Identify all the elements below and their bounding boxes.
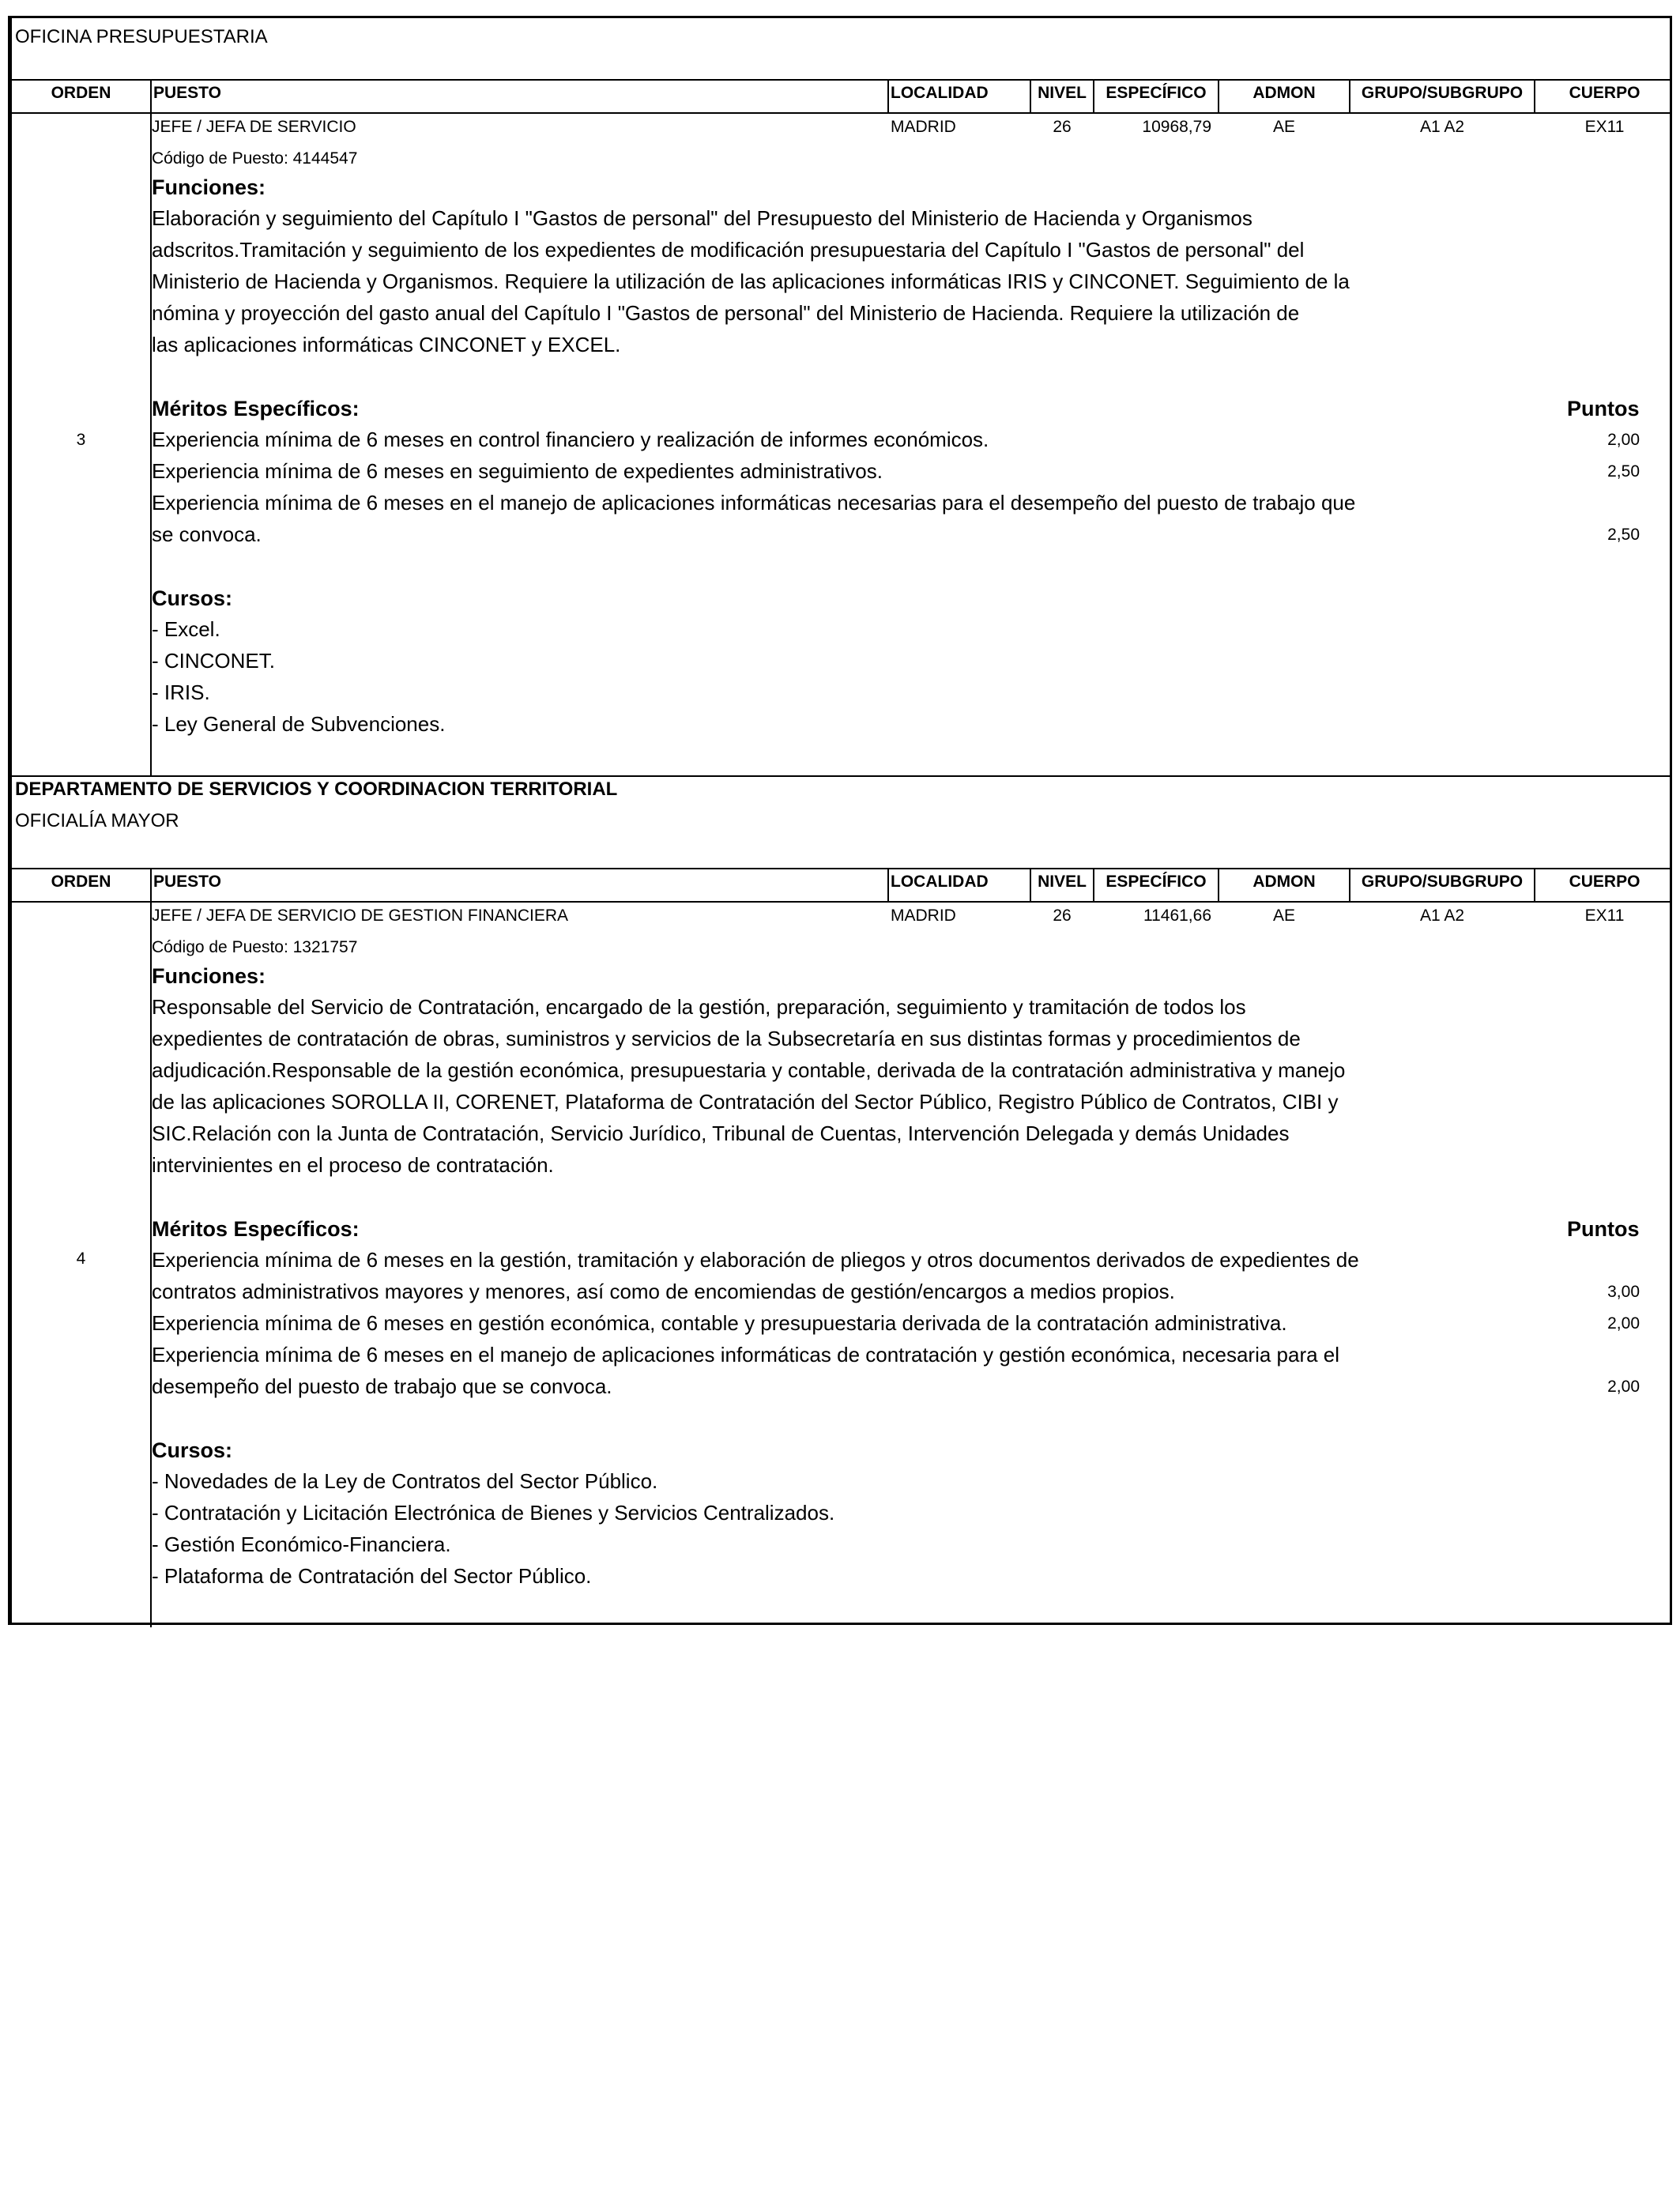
puntos-label: Puntos bbox=[1567, 397, 1640, 420]
header-col-sep bbox=[887, 868, 889, 901]
codigo-puesto: Código de Puesto: 1321757 bbox=[152, 938, 358, 956]
puntos-label: Puntos bbox=[1567, 1217, 1640, 1241]
header-col-sep bbox=[150, 79, 152, 112]
funciones-line: intervinientes en el proceso de contratación. bbox=[152, 1153, 554, 1177]
curso-item: - CINCONET. bbox=[152, 649, 275, 673]
merito-line: Experiencia mínima de 6 meses en la gestión, tramitación y elaboración de pliegos y otros documentos derivados de expedientes de bbox=[152, 1248, 1359, 1272]
header-col-sep bbox=[887, 79, 889, 112]
header-top-rule bbox=[12, 868, 1670, 869]
unit-title: OFICINA PRESUPUESTARIA bbox=[15, 26, 268, 47]
nivel-value: 26 bbox=[1053, 118, 1072, 136]
merito-puntos: 2,50 bbox=[1607, 526, 1640, 544]
header-puesto: PUESTO bbox=[153, 873, 221, 891]
funciones-line: Responsable del Servicio de Contratación, encargado de la gestión, preparación, seguimiento y tramitación de todos los bbox=[152, 995, 1246, 1019]
especifico-value: 11461,66 bbox=[1143, 907, 1211, 925]
puesto-name: JEFE / JEFA DE SERVICIO bbox=[152, 118, 356, 136]
header-especifico: ESPECÍFICO bbox=[1106, 84, 1207, 102]
curso-item: - Gestión Económico-Financiera. bbox=[152, 1532, 451, 1556]
merito-line: contratos administrativos mayores y menores, así como de encomiendas de gestión/encargos a medios propios. bbox=[152, 1280, 1175, 1303]
cursos-label: Cursos: bbox=[152, 586, 233, 610]
cursos-label: Cursos: bbox=[152, 1438, 233, 1462]
funciones-line: expedientes de contratación de obras, suministros y servicios de la Subsecretaría en sus distintas formas y procedimientos de bbox=[152, 1027, 1301, 1050]
merito-puntos: 2,00 bbox=[1607, 1314, 1640, 1333]
funciones-line: Ministerio de Hacienda y Organismos. Requiere la utilización de las aplicaciones informáticas IRIS y CINCONET. Seguimiento de la bbox=[152, 270, 1350, 293]
curso-item: - Excel. bbox=[152, 617, 220, 641]
merito-puntos: 2,50 bbox=[1607, 462, 1640, 481]
orden-value: 4 bbox=[76, 1250, 86, 1268]
header-orden: ORDEN bbox=[51, 873, 111, 891]
grupo-value: A1 A2 bbox=[1419, 118, 1465, 136]
orden-value: 3 bbox=[76, 431, 86, 449]
merito-line: Experiencia mínima de 6 meses en el manejo de aplicaciones informáticas de contratación y gestión económica, necesaria para el bbox=[152, 1343, 1340, 1367]
funciones-label: Funciones: bbox=[152, 964, 266, 988]
meritos-label: Méritos Específicos: bbox=[152, 1217, 360, 1241]
funciones-label: Funciones: bbox=[152, 175, 266, 199]
header-bottom-rule bbox=[12, 901, 1670, 903]
merito-line: Experiencia mínima de 6 meses en gestión económica, contable y presupuestaria derivada de la contratación administrativa. bbox=[152, 1311, 1287, 1335]
especifico-value: 10968,79 bbox=[1142, 118, 1211, 136]
header-cuerpo: CUERPO bbox=[1569, 873, 1640, 891]
merito-line: Experiencia mínima de 6 meses en el manejo de aplicaciones informáticas necesarias para el desempeño del puesto de trabajo que bbox=[152, 491, 1356, 515]
header-localidad: LOCALIDAD bbox=[891, 873, 989, 891]
funciones-line: Elaboración y seguimiento del Capítulo I "Gastos de personal" del Presupuesto del Ministerio de Hacienda y Organismos bbox=[152, 206, 1252, 230]
curso-item: - Ley General de Subvenciones. bbox=[152, 712, 446, 736]
funciones-line: de las aplicaciones SOROLLA II, CORENET, Plataforma de Contratación del Sector Público, Registro Público de Contratos, CIBI y bbox=[152, 1090, 1339, 1114]
section-divider bbox=[12, 775, 1670, 777]
admon-value: AE bbox=[1272, 118, 1295, 136]
header-nivel: NIVEL bbox=[1038, 873, 1087, 891]
merito-puntos: 2,00 bbox=[1607, 431, 1640, 449]
curso-item: - Contratación y Licitación Electrónica de Bienes y Servicios Centralizados. bbox=[152, 1501, 835, 1525]
header-top-rule bbox=[12, 79, 1670, 81]
header-orden: ORDEN bbox=[51, 84, 111, 102]
header-puesto: PUESTO bbox=[153, 84, 221, 102]
localidad-value: MADRID bbox=[891, 907, 956, 925]
cuerpo-value: EX11 bbox=[1584, 907, 1625, 925]
header-localidad: LOCALIDAD bbox=[891, 84, 989, 102]
merito-line: Experiencia mínima de 6 meses en control financiero y realización de informes económicos. bbox=[152, 428, 989, 451]
funciones-line: adscritos.Tramitación y seguimiento de los expedientes de modificación presupuestaria del Capítulo I "Gastos de personal" del bbox=[152, 238, 1305, 262]
cuerpo-value: EX11 bbox=[1584, 118, 1625, 136]
curso-item: - Plataforma de Contratación del Sector Público. bbox=[152, 1564, 592, 1588]
merito-puntos: 3,00 bbox=[1607, 1283, 1640, 1301]
nivel-value: 26 bbox=[1053, 907, 1072, 925]
header-cuerpo: CUERPO bbox=[1569, 84, 1640, 102]
funciones-line: adjudicación.Responsable de la gestión económica, presupuestaria y contable, derivada de la contratación administrativa y manejo bbox=[152, 1058, 1346, 1082]
localidad-value: MADRID bbox=[891, 118, 956, 136]
merito-line: Experiencia mínima de 6 meses en seguimiento de expedientes administrativos. bbox=[152, 459, 883, 483]
codigo-puesto: Código de Puesto: 4144547 bbox=[152, 149, 358, 168]
header-col-sep bbox=[150, 868, 152, 901]
curso-item: - Novedades de la Ley de Contratos del Sector Público. bbox=[152, 1469, 658, 1493]
header-admon: ADMON bbox=[1252, 84, 1316, 102]
document-table bbox=[8, 16, 1672, 1625]
meritos-label: Méritos Específicos: bbox=[152, 397, 360, 420]
merito-line: desempeño del puesto de trabajo que se convoca. bbox=[152, 1374, 612, 1398]
department-title: DEPARTAMENTO DE SERVICIOS Y COORDINACION TERRITORIAL bbox=[15, 778, 618, 800]
curso-item: - IRIS. bbox=[152, 680, 210, 704]
grupo-value: A1 A2 bbox=[1419, 907, 1465, 925]
header-grupo: GRUPO/SUBGRUPO bbox=[1361, 84, 1524, 102]
header-grupo: GRUPO/SUBGRUPO bbox=[1361, 873, 1524, 891]
header-admon: ADMON bbox=[1252, 873, 1316, 891]
header-nivel: NIVEL bbox=[1038, 84, 1087, 102]
funciones-line: las aplicaciones informáticas CINCONET y EXCEL. bbox=[152, 333, 621, 356]
merito-line: se convoca. bbox=[152, 522, 262, 546]
admon-value: AE bbox=[1272, 907, 1295, 925]
unit-title: OFICIALÍA MAYOR bbox=[15, 810, 179, 831]
funciones-line: SIC.Relación con la Junta de Contratación, Servicio Jurídico, Tribunal de Cuentas, Intervención Delegada y demás Unidades bbox=[152, 1122, 1290, 1145]
header-especifico: ESPECÍFICO bbox=[1106, 873, 1207, 891]
header-bottom-rule bbox=[12, 112, 1670, 114]
merito-puntos: 2,00 bbox=[1607, 1378, 1640, 1396]
puesto-name: JEFE / JEFA DE SERVICIO DE GESTION FINANCIERA bbox=[152, 907, 569, 925]
funciones-line: nómina y proyección del gasto anual del Capítulo I "Gastos de personal" del Ministerio de Hacienda. Requiere la utilización de bbox=[152, 301, 1300, 325]
